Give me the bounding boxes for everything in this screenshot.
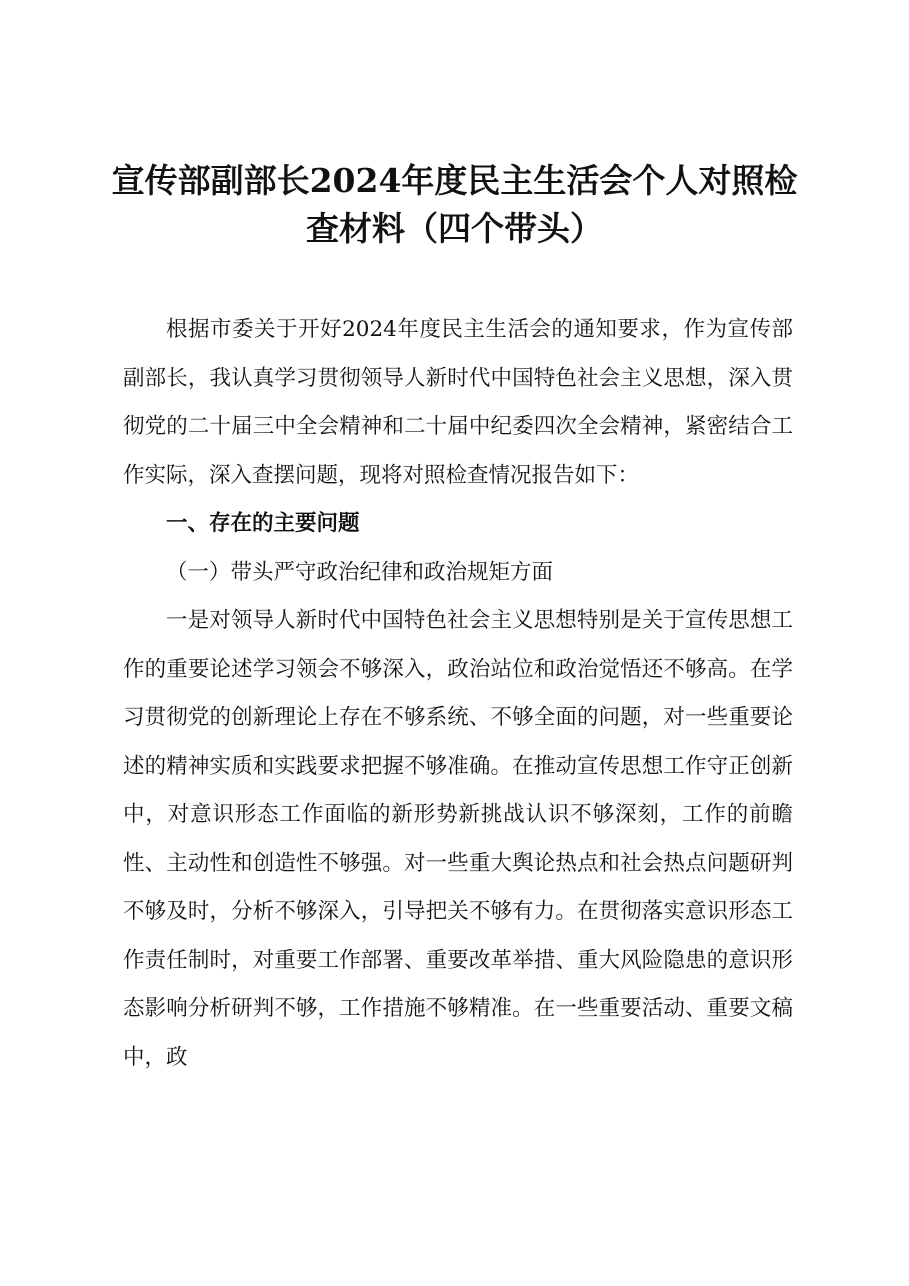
subsection-heading: （一）带头严守政治纪律和政治规矩方面 — [166, 559, 554, 585]
section-heading: 一、存在的主要问题 — [166, 511, 360, 536]
document-body — [123, 306, 793, 1082]
document-title: 宣传部副部长2024年度民主生活会个人对照检查材料（四个带头） — [111, 161, 798, 248]
subsection-paragraph: 一是对领导人新时代中国特色社会主义思想特别是关于宣传思想工作的重要论述学习领会不够深入，政治站位和政治觉悟还不够高。在学习贯彻党的创新理论上存在不够系统、不够全面的问题，对一些重要论述的精神实质和实践要求把握不够准确。在推动宣传思想工作守正创新中，对意识形态工作面临的新形势新挑战认识不够深刻，工作的前瞻性、主动性和创造性不够强。对一些重大舆论热点和社会热点问题研判不够及时，分析不够深入，引导把关不够有力。在贯彻落实意识形态工作责任制时，对重要工作部署、重要改革举措、重大风险隐患的意识形态影响分析研判不够，工作措施不够精准。在一些重要活动、重要文稿中，政 — [123, 608, 793, 1070]
intro-paragraph: 根据市委关于开好2024年度民主生活会的通知要求，作为宣传部副部长，我认真学习贯彻领导人新时代中国特色社会主义思想，深入贯彻党的二十届三中全会精神和二十届中纪委四次全会精神，紧密结合工作实际，深入查摆问题，现将对照检查情况报告如下： — [123, 317, 793, 488]
